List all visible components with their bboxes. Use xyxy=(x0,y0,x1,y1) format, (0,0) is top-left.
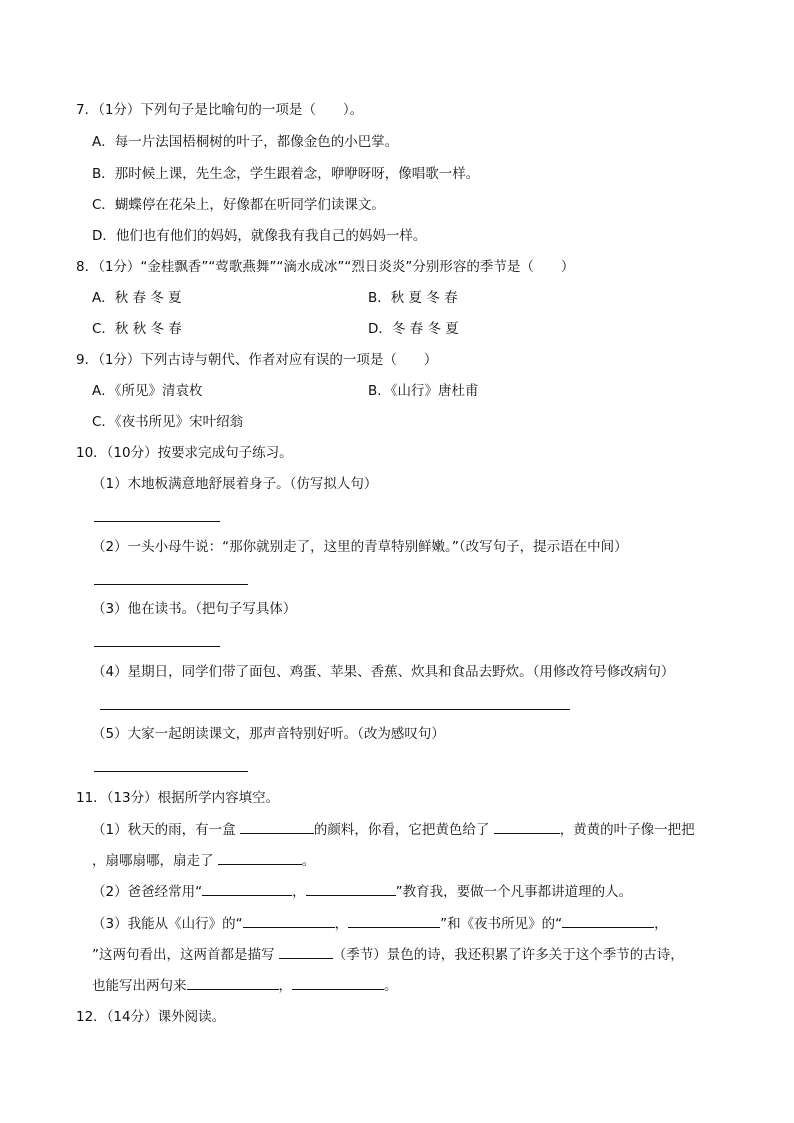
q10-answer-line-5[interactable] xyxy=(94,771,248,772)
q11-blank-5[interactable] xyxy=(306,881,396,896)
q12-stem: 12．（14分）课外阅读。 xyxy=(76,1009,226,1025)
q7-option-b: B．那时候上课，先生念，学生跟着念，咿咿呀呀，像唱歌一样。 xyxy=(92,166,480,182)
q7-option-d: D．他们也有他们的妈妈，就像我有我自己的妈妈一样。 xyxy=(92,228,427,244)
q11-blank-3[interactable] xyxy=(218,850,302,865)
q10-subquestion-5: （5）大家一起朗读课文，那声音特别好听。（改为感叹句） xyxy=(92,726,445,742)
q8-option-d: D．冬 春 冬 夏 xyxy=(368,321,459,337)
q11-p3-text-d: ， xyxy=(654,916,668,932)
q10-subquestion-2: （2）一头小母牛说：“那你就别走了，这里的青草特别鲜嫩。”（改写句子，提示语在中间） xyxy=(92,539,628,555)
q11-p3-text-i: 。 xyxy=(384,978,398,994)
q11-part1-line2 xyxy=(92,850,315,871)
q11-blank-11[interactable] xyxy=(292,975,384,990)
q11-p1-text-b: 的颜料，你看，它把黄色给了 xyxy=(313,822,494,838)
q11-blank-8[interactable] xyxy=(562,913,654,928)
q10-answer-line-2[interactable] xyxy=(94,584,248,585)
q11-p1-text-e: 。 xyxy=(301,853,316,869)
q8-stem: 8．（1分）“金桂飘香”“莺歌燕舞”“滴水成冰”“烈日炎炎”分别形容的季节是（ ） xyxy=(76,259,575,275)
q11-blank-2[interactable] xyxy=(494,819,560,834)
q7-stem: 7．（1分）下列句子是比喻句的一项是（ ）。 xyxy=(76,102,364,118)
q11-blank-4[interactable] xyxy=(202,881,292,896)
q11-blank-9[interactable] xyxy=(279,944,333,959)
q9-option-a: A．《所见》清袁枚 xyxy=(92,383,203,399)
q10-answer-line-3[interactable] xyxy=(94,646,220,647)
q7-option-a: A．每一片法国梧桐树的叶子，都像金色的小巴掌。 xyxy=(92,134,399,150)
q11-p3-text-c: ”和《夜书所见》的“ xyxy=(440,916,563,932)
q9-option-b: B．《山行》唐杜甫 xyxy=(368,383,479,399)
q11-p3-text-h: ， xyxy=(278,978,292,994)
q11-p3-text-a: （3）我能从《山行》的“ xyxy=(92,916,243,932)
q8-option-c: C．秋 秋 冬 春 xyxy=(92,321,182,337)
q10-subquestion-1: （1）木地板满意地舒展着身子。（仿写拟人句） xyxy=(92,476,378,492)
q11-p1-text-d: ，扇哪扇哪，扇走了 xyxy=(92,853,218,869)
q10-answer-line-4[interactable] xyxy=(100,709,570,710)
q11-part1-line1 xyxy=(92,819,695,840)
q11-p2-text-c: ”教育我，要做一个凡事都讲道理的人。 xyxy=(395,884,633,900)
q8-option-b: B．秋 夏 冬 春 xyxy=(368,290,458,306)
q11-part3-line3 xyxy=(92,975,398,996)
q11-part2 xyxy=(92,881,632,902)
q9-stem: 9．（1分）下列古诗与朝代、作者对应有误的一项是（ ） xyxy=(76,352,438,368)
q11-p1-text-c: ，黄黄的叶子像一把把 xyxy=(559,822,695,838)
q8-option-a: A．秋 春 冬 夏 xyxy=(92,290,182,306)
q11-p3-text-e: ”这两句看出，这两首都是描写 xyxy=(92,947,279,963)
q10-stem: 10．（10分）按要求完成句子练习。 xyxy=(76,445,293,461)
q11-p2-text-a: （2）爸爸经常用“ xyxy=(92,884,203,900)
q11-part3-line2 xyxy=(92,944,684,965)
q10-subquestion-3: （3）他在读书。（把句子写具体） xyxy=(92,601,297,617)
q9-option-c: C．《夜书所见》宋叶绍翁 xyxy=(92,414,244,430)
q11-stem: 11．（13分）根据所学内容填空。 xyxy=(76,790,280,806)
q11-p3-text-g: 也能写出两句来 xyxy=(92,978,187,994)
q11-blank-6[interactable] xyxy=(243,913,335,928)
q11-blank-10[interactable] xyxy=(187,975,279,990)
q7-option-c: C．蝴蝶停在花朵上，好像都在听同学们读课文。 xyxy=(92,197,385,213)
q11-p3-text-b: ， xyxy=(334,916,349,932)
q10-subquestion-4: （4）星期日，同学们带了面包、鸡蛋、苹果、香蕉、炊具和食品去野炊。（用修改符号修改病句） xyxy=(92,664,675,680)
q11-p1-text-a: （1）秋天的雨，有一盒 xyxy=(92,822,240,838)
q11-p2-text-b: ， xyxy=(292,884,306,900)
q11-part3-line1 xyxy=(92,913,668,934)
q10-answer-line-1[interactable] xyxy=(94,521,220,522)
q11-p3-text-f: （季节）景色的诗，我还积累了许多关于这个季节的古诗， xyxy=(332,947,684,963)
q11-blank-7[interactable] xyxy=(348,913,440,928)
q11-blank-1[interactable] xyxy=(240,819,314,834)
